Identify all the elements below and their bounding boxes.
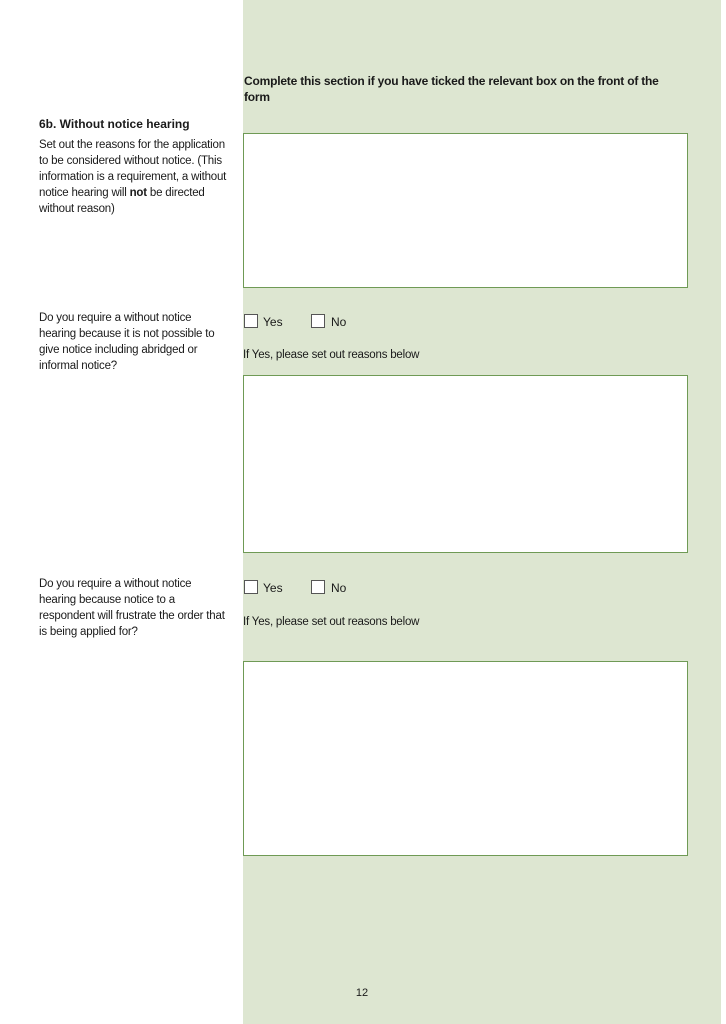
frustrate-order-question: Do you require a without notice hearing because notice to a respondent will frustrate the order that is being applied for? <box>39 578 225 638</box>
reasons-question-emphasis: not <box>129 187 147 199</box>
frustrate-yes-label: Yes <box>263 581 283 595</box>
reasons-question-text-end: be directed without reason) <box>39 187 205 215</box>
not-possible-notice-question: Do you require a without notice hearing because it is not possible to give notice including abridged or informal notice? <box>39 312 215 372</box>
section-instruction: Complete this section if you have ticked the relevant box on the front of the form <box>244 74 659 104</box>
frustrate-no-label: No <box>331 581 347 595</box>
not-possible-yes-checkbox[interactable] <box>244 314 258 328</box>
frustrate-if-yes-instruction: If Yes, please set out reasons below <box>243 616 420 628</box>
not-possible-notice-options <box>244 314 384 332</box>
page-right-margin <box>721 0 726 1024</box>
not-possible-no-label: No <box>331 315 347 329</box>
not-possible-if-yes-instruction: If Yes, please set out reasons below <box>243 349 420 361</box>
reasons-question-text: Set out the reasons for the application to be considered without notice. (This information is a requirement, a without notice hearing will <box>39 139 227 199</box>
not-possible-reasons-textbox[interactable] <box>243 375 688 553</box>
reasons-textbox[interactable] <box>243 133 688 288</box>
reasons-question <box>39 137 231 217</box>
frustrate-yes-checkbox[interactable] <box>244 580 258 594</box>
frustrate-order-options <box>244 580 384 598</box>
frustrate-reasons-textbox[interactable] <box>243 661 688 856</box>
not-possible-yes-label: Yes <box>263 315 283 329</box>
not-possible-no-checkbox[interactable] <box>311 314 325 328</box>
frustrate-no-checkbox[interactable] <box>311 580 325 594</box>
page-number: 12 <box>355 987 369 999</box>
section-heading: 6b. Without notice hearing <box>39 117 190 131</box>
